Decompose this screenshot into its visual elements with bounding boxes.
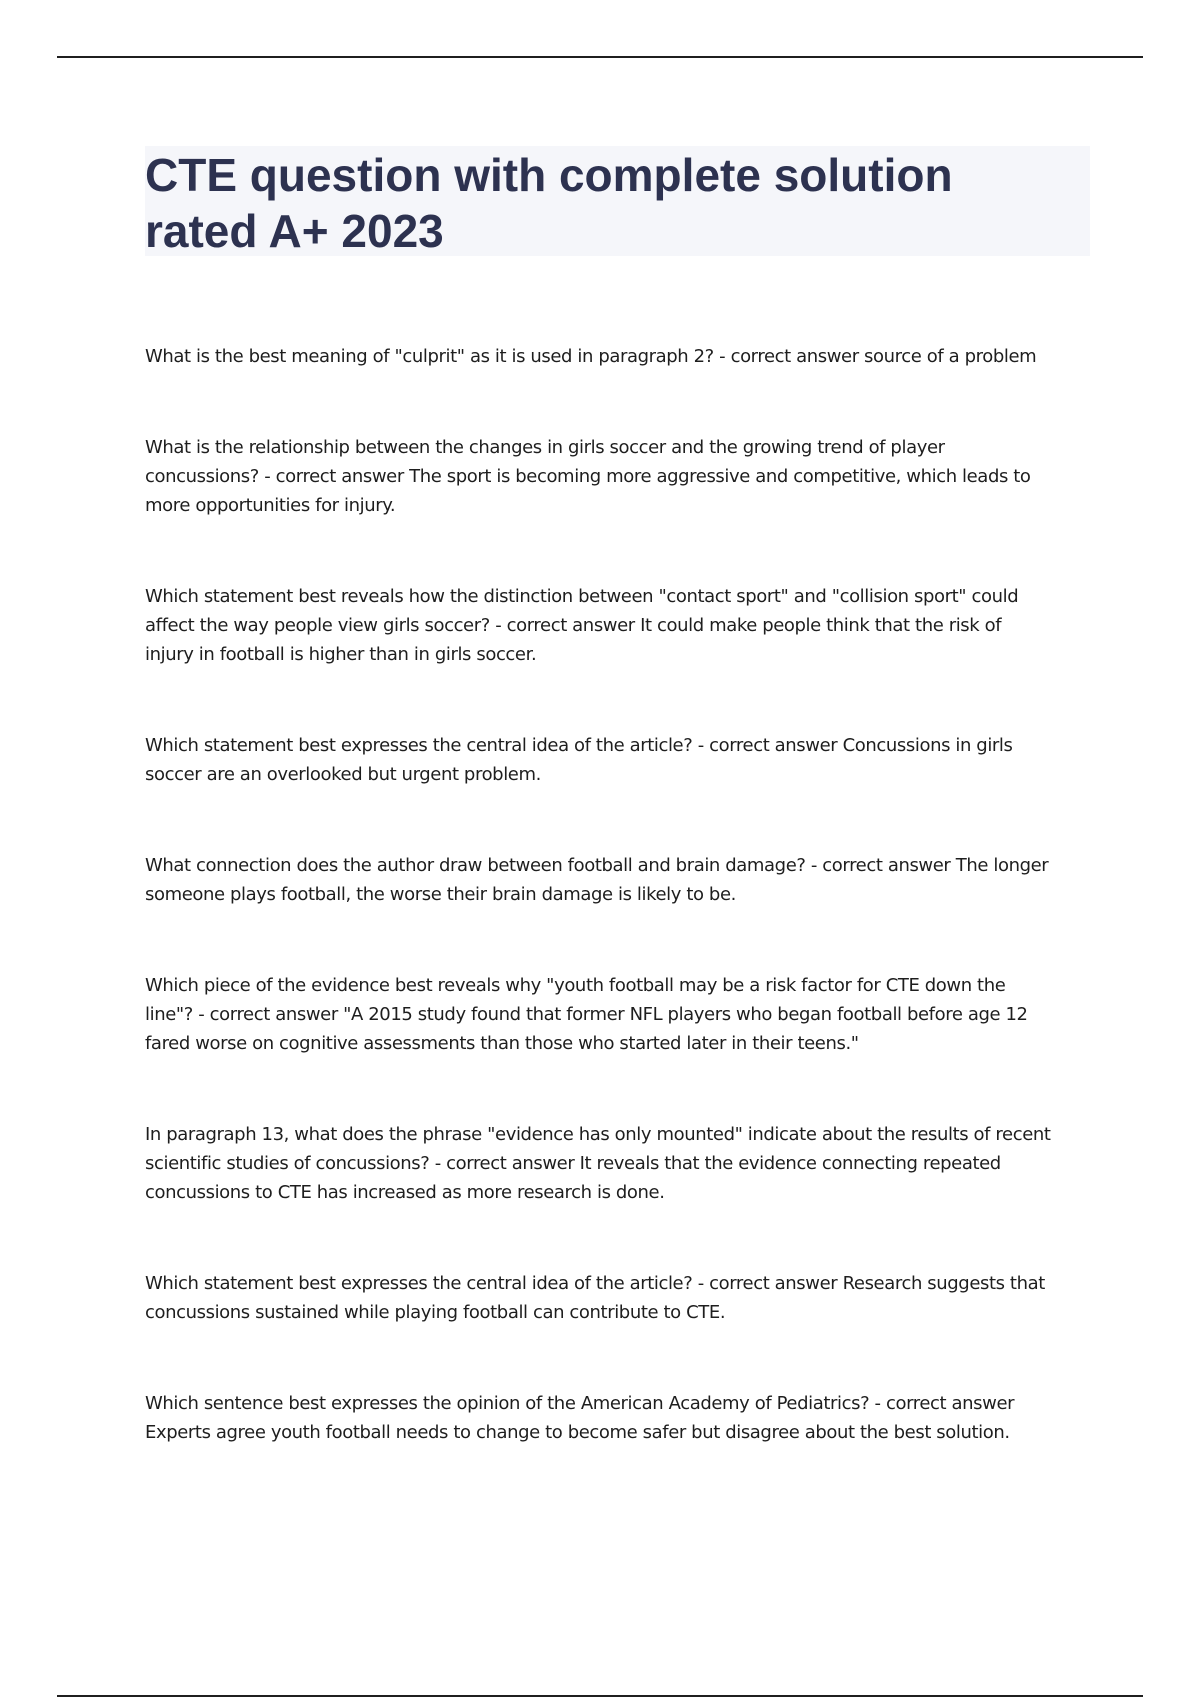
qa-list [145, 342, 1095, 1509]
bottom-rule [57, 1695, 1143, 1697]
qa-item-2: What is the relationship between the changes in girls soccer and the growing trend of player concussions? - correct answer The sport is becoming more aggressive and competitive, which leads to more opportunities for injury. [145, 437, 1031, 516]
qa-item-8: Which statement best expresses the central idea of the article? - correct answer Research suggests that concussions sustained while playing football can contribute to CTE. [145, 1273, 1045, 1323]
qa-item-1: What is the best meaning of "culprit" as it is used in paragraph 2? - correct answer source of a problem [145, 346, 1037, 367]
top-rule [57, 56, 1143, 58]
qa-item-6: Which piece of the evidence best reveals why "youth football may be a risk factor for CTE down the line"? - correct answer "A 2015 study found that former NFL players who began football before age 12 fared worse on cognitive assessments than those who started later in their teens." [145, 975, 1028, 1054]
qa-item-5: What connection does the author draw between football and brain damage? - correct answer The longer someone plays football, the worse their brain damage is likely to be. [145, 855, 1049, 905]
qa-item-3: Which statement best reveals how the distinction between "contact sport" and "collision sport" could affect the way people view girls soccer? - correct answer It could make people think that the risk of injury in football is higher than in girls soccer. [145, 586, 1019, 665]
qa-item-4: Which statement best expresses the central idea of the article? - correct answer Concussions in girls soccer are an overlooked but urgent problem. [145, 735, 1013, 785]
qa-item-7: In paragraph 13, what does the phrase "evidence has only mounted" indicate about the results of recent scientific studies of concussions? - correct answer It reveals that the evidence connecting repeated concussions to CTE has increased as more research is done. [145, 1124, 1051, 1203]
document-title: CTE question with complete solution rated A+ 2023 [145, 149, 953, 257]
qa-item-9: Which sentence best expresses the opinion of the American Academy of Pediatrics? - correct answer Experts agree youth football needs to change to become safer but disagree about the best solution. [145, 1393, 1015, 1443]
title-banner [145, 146, 1090, 256]
